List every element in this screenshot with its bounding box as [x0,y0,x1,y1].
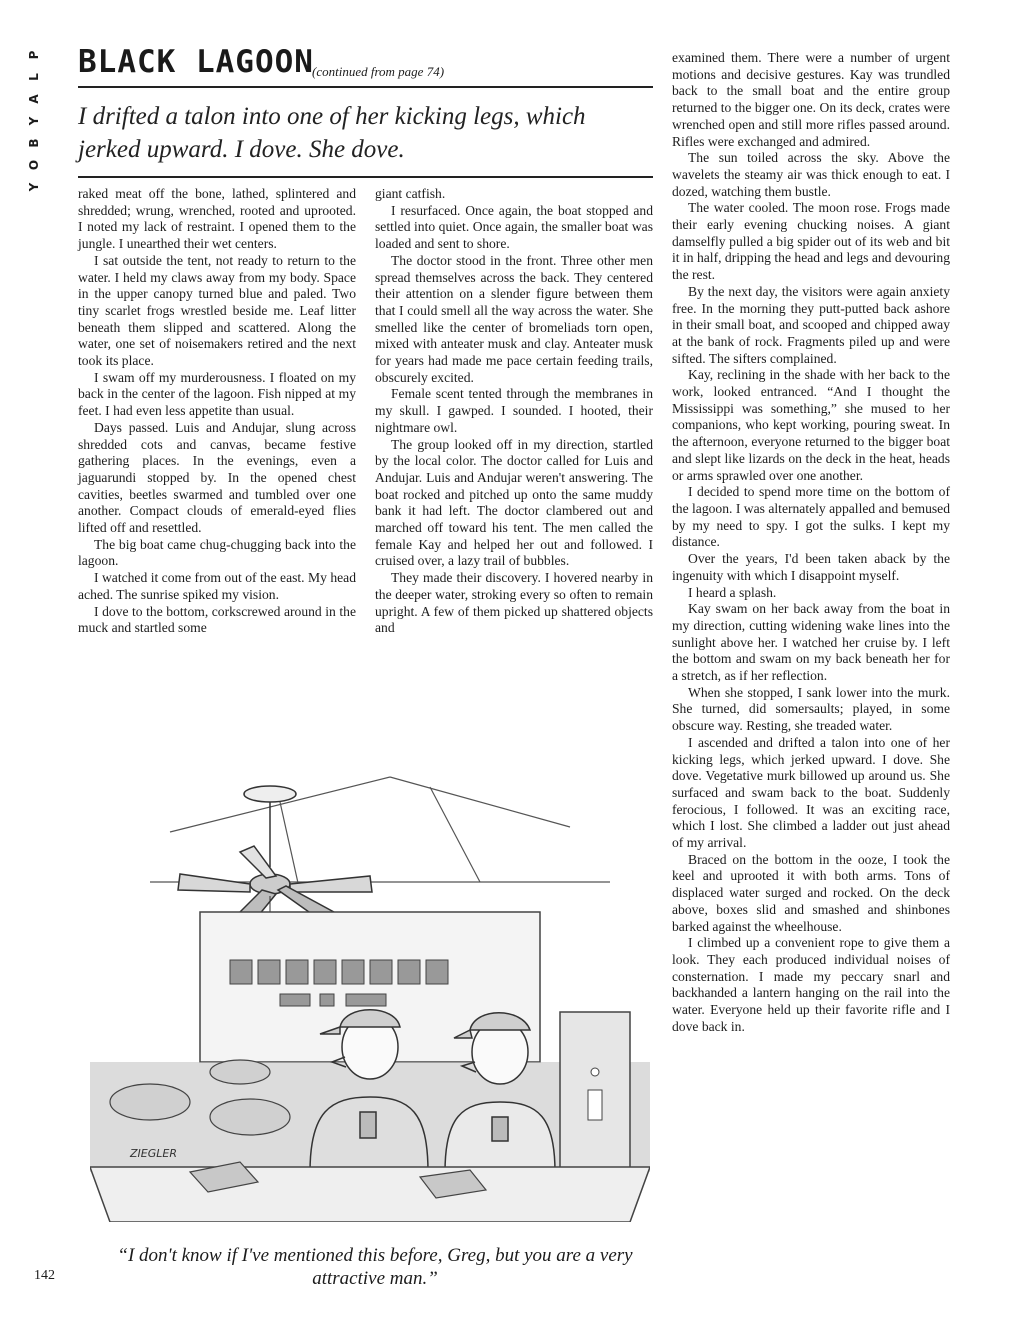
paragraph: The sun toiled across the sky. Above the wavelets the steamy air was thick enough to eat. I dozed, watching them bustle. [672,150,950,199]
paragraph: I heard a splash. [688,584,777,600]
magazine-letter: O [27,159,41,171]
page-number: 142 [34,1268,55,1283]
paragraph: The water cooled. The moon rose. Frogs made their early evening chucking noises. A giant damselfly pulled a big spider out of its web and bit it in half, dripping the head and legs and devouring the rest. [672,200,950,283]
paragraph: I swam off my murderousness. I floated on my back in the center of the lagoon. Fish nipped at my feet. I had even less appetite than usual. [78,369,356,419]
paragraph: Over the years, I'd been taken aback by the ingenuity with which I disappoint myself. [672,551,950,583]
paragraph: I sat outside the tent, not ready to return to the water. I held my claws away from my body. Space in the upper canopy turned blue and paled. Two tiny scarlet frogs wrestled beside me. Leaf litter beneath them slipped and scattered. Along the water, one set of noisemakers retired and the next took its place. [78,252,356,369]
paragraph: They made their discovery. I hovered nearby in the deeper water, stroking every so often to remain upright. A few of them picked up shattered objects and [375,570,653,636]
title-rule [78,86,653,88]
magazine-letter: Y [27,116,41,126]
magazine-name-vertical [24,44,44,198]
cartoon-caption: “I don't know if I've mentioned this before, Greg, but you are a very attractive man.” [117,1245,633,1289]
magazine-letter: L [27,73,41,81]
cartoon-signature: ZIEGLER [130,1147,177,1160]
paragraph: Kay swam on her back away from the boat in my direction, cutting widening wake lines into the sunlight above her. I watched her cruise by. I left the bottom and swam on my back beneath her for a stretch, as if her reflection. [672,601,950,684]
magazine-letter: P [27,50,41,60]
paragraph: Braced on the bottom in the ooze, I took the keel and uprooted it with both arms. Tons of displaced water surged and rocked. On the deck above, boxes slid and smashed and shinbones barked against the wheelhouse. [672,851,950,934]
magazine-letter: Y [27,182,41,192]
paragraph: I watched it come from out of the east. My head ached. The sunrise spiked my vision. [78,570,356,602]
paragraph: I dove to the bottom, corkscrewed around in the muck and startled some [78,603,356,636]
paragraph: Female scent tented through the membranes in my skull. I gawped. I sounded. I hooted, their nightmare owl. [375,386,653,435]
paragraph: I resurfaced. Once again, the boat stopped and settled into quiet. Once again, the smaller boat was loaded and sent to shore. [375,202,653,252]
pull-quote: I drifted a talon into one of her kicking legs, which jerked upward. I dove. She dove. [78,103,586,163]
magazine-letter: B [27,138,41,148]
paragraph: I ascended and drifted a talon into one of her kicking legs, which jerked upward. I dove. She dove. Vegetative murk billowed up around us. She surfaced and swam back to the boat. Suddenly ferocious, I followed. It was an exciting race, which I lost. She climbed a ladder out just ahead of my arrival. [672,734,950,851]
paragraph: When she stopped, I sank lower into the murk. She turned, did somersaults; played, in some obscure way. Resting, she treaded water. [672,684,950,734]
paragraph: By the next day, the visitors were again anxiety free. In the morning they putt-putted back ashore in their small boat, and scooped and chipped away at the bank of rock. Fragments piled up and were sifted. The sifters complained. [672,283,950,366]
text-column-1 [78,186,356,637]
article-title: BLACK LAGOON [78,44,314,80]
continued-note: (continued from page 74) [312,64,445,79]
paragraph: Kay, reclining in the shade with her back to the work, looked entranced. “And I thought the Mississippi was something,” she mused to her companions, who kept working, pouring sweat. In the afternoon, everyone returned to the bigger boat and slept like lizards on the deck in the heat, heads or arms sprawled over one another. [672,367,950,483]
magazine-letter: A [27,94,41,104]
text-column-2 [375,186,653,637]
paragraph: raked meat off the bone, lathed, splintered and shredded; wrung, wrenched, rooted and uprooted. I noted my lack of restraint. I opened them to the jungle. I unearthed their wet centers. [78,186,356,252]
paragraph: I climbed up a convenient rope to give them a look. They each produced individual noises of consternation. I made my peccary snarl and backhanded a lantern hanging on the rail into the water. Everyone held up their favorite rifle and I dove back in. [672,935,950,1034]
paragraph: The group looked off in my direction, startled by the local color. The doctor called for Luis and Andujar. Luis and Andujar weren't answering. The boat rocked and pitched up onto the same muddy bank it had left. The doctor clambered out and marched off toward his tent. The men called the female Kay and helped her out and followed. I cruised over, a lazy trail of bubbles. [375,436,653,569]
paragraph: Days passed. Luis and Andujar, slung across shredded cots and canvas, became festive gathering places. In the evenings, even a jaguarundi stopped by. In the opened chest cavities, beetles swarmed and tumbled over one another. Compact clouds of emerald-eyed flies lifted off and resettled. [78,419,356,536]
paragraph: giant catfish. [375,186,446,201]
text-column-3 [672,50,950,1035]
pullquote-rule [78,176,653,178]
paragraph: The doctor stood in the front. Three other men spread themselves across the back. They centered their attention on a slender figure between them that I could smell all the way across the water. She smelled like the center of bromeliads torn open, mixed with anteater musk and clay. Anteater musk for years had made me pace certain feeding trails, obscurely excited. [375,252,653,385]
paragraph: examined them. There were a number of urgent motions and decisive gestures. Kay was trundled back to the small boat and the entire group returned to the bigger one. On its deck, crates were wrenched open and still more rifles passed around. Rifles were exchanged and admired. [672,50,950,149]
paragraph: The big boat came chug-chugging back into the lagoon. [78,536,356,569]
paragraph: I decided to spend more time on the bottom of the lagoon. I was alternately appalled and bemused by my need to spy. I got the sulks. I kept my distance. [672,484,950,550]
cartoon-illustration [90,772,650,1222]
